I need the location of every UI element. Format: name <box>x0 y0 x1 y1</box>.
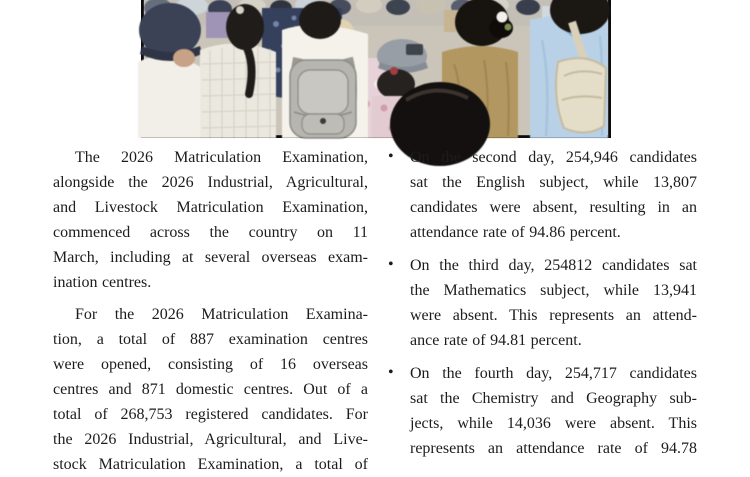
text-line: ance rate of 94.81 percent. <box>410 332 582 349</box>
bullet-icon: • <box>388 148 394 165</box>
paragraph-1 <box>53 145 368 295</box>
text-line: For the 2026 Matriculation Examina- <box>75 306 368 323</box>
text-line: stock Matriculation Examination, a total of <box>53 456 368 473</box>
bullet-icon: • <box>388 256 394 273</box>
text-line: On the third day, 254812 candidates sat <box>410 257 697 274</box>
text-line: total of 268,753 registered candidates. For <box>53 406 368 423</box>
bullet-item-1 <box>385 145 697 245</box>
right-column <box>385 145 697 469</box>
crowd-photo <box>141 0 611 138</box>
text-line: the 2026 Industrial, Agricultural, and Live- <box>53 431 368 448</box>
text-line: ination centres. <box>53 274 152 291</box>
text-line: commenced across the country on 11 <box>53 224 368 241</box>
left-column <box>53 145 368 477</box>
text-line: jects, while 14,036 were absent. This <box>410 415 697 432</box>
text-line: March, including at several overseas exam- <box>53 249 368 266</box>
text-line: were opened, consisting of 16 overseas <box>53 356 368 373</box>
bullet-item-2 <box>385 253 697 353</box>
text-line: centres and 871 domestic centres. Out of a <box>53 381 368 398</box>
text-line: candidates were absent, resulting in an <box>410 199 697 216</box>
text-line: attendance rate of 94.86 percent. <box>410 224 621 241</box>
text-line: On the fourth day, 254,717 candidates <box>410 365 697 382</box>
crowd-photo-illustration <box>144 0 608 135</box>
text-line: alongside the 2026 Industrial, Agricultural, <box>53 174 368 191</box>
text-line: The 2026 Matriculation Examination, <box>75 149 368 166</box>
text-line: and Livestock Matriculation Examination, <box>53 199 368 216</box>
text-line: represents an attendance rate of 94.78 <box>410 440 697 457</box>
text-line: On the second day, 254,946 candidates <box>410 149 697 166</box>
paragraph-2 <box>53 302 368 477</box>
bullet-icon: • <box>388 364 394 381</box>
bullet-item-3 <box>385 361 697 461</box>
text-line: were absent. This represents an attend- <box>410 307 697 324</box>
text-line: sat the Chemistry and Geography sub- <box>410 390 697 407</box>
text-line: tion, a total of 887 examination centres <box>53 331 368 348</box>
text-line: the Mathematics subject, while 13,941 <box>410 282 697 299</box>
text-line: sat the English subject, while 13,807 <box>410 174 697 191</box>
